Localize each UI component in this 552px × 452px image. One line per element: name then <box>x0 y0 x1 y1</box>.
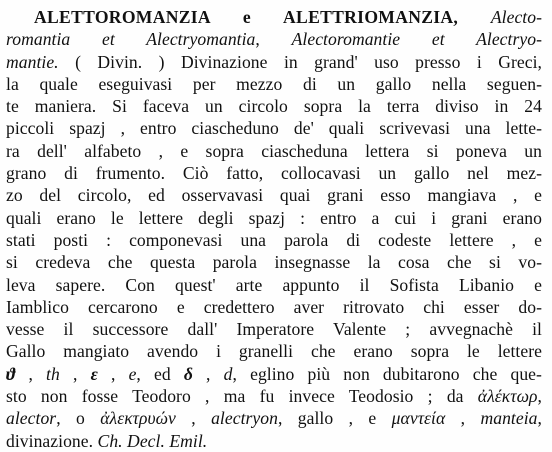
term-span: e <box>128 363 137 384</box>
text-line <box>6 51 542 73</box>
term-span: romantia et Alectryomantia <box>6 29 256 50</box>
text-line <box>6 95 542 117</box>
text-span: ( Divin. ) Divinazione in grand' uso presso i Greci, <box>58 51 542 72</box>
term-span: alectryon <box>211 408 278 429</box>
text-line <box>6 6 542 28</box>
text-span: , ed <box>136 363 184 384</box>
text-line <box>6 207 542 229</box>
text-span: stati posti : componevasi una parola di codeste lettere , e <box>6 229 542 250</box>
text-line <box>6 184 542 206</box>
text-line <box>6 407 542 429</box>
text-span: , <box>59 363 91 384</box>
text-span: divinazione. <box>6 430 98 451</box>
text-line <box>6 117 542 139</box>
entry-headword: ALETTOROMANZIA e ALETTRIOMANZIA, <box>34 7 459 27</box>
term-span: Alectoromantie et Alectryo- <box>291 29 542 50</box>
text-line <box>6 229 542 251</box>
term-span: δ <box>183 363 193 384</box>
text-span: te maniera. Si faceva un circolo sopra la terra diviso in 24 <box>6 96 542 117</box>
text-span: vesse il successore dall' Imperatore Valente ; avvegnachè il <box>6 319 542 340</box>
text-span: la quale eseguivasi per mezzo di un gallo nella seguen- <box>6 73 542 94</box>
text-span: , eglino più non dubitarono che que- <box>232 363 542 384</box>
term-span: ε <box>90 363 98 384</box>
term-span: ϑ <box>6 363 16 384</box>
text-span: leva sapere. Con quest' arte appunto il Sofista Libanio e <box>6 274 542 295</box>
text-span: quali erano le lettere degli spazj : entro a cui i grani erano <box>6 207 542 228</box>
term-span: μαντεία <box>391 408 446 429</box>
text-span: , gallo , e <box>277 408 392 429</box>
term-span: ἀλεκτρυών <box>100 408 176 429</box>
text-span: grano di frumento. Ciò fatto, collocavasi un gallo nel mez- <box>6 163 542 184</box>
term-span: mantie. <box>6 51 59 72</box>
text-span: sto non fosse Teodoro , ma fu invece Teodosio ; da <box>6 386 478 407</box>
term-span: alector <box>6 408 57 429</box>
term-span: Alecto- <box>490 7 542 27</box>
text-span: si credeva che questa parola insegnasse la cosa che si vo- <box>6 252 542 273</box>
term-span: manteia <box>480 408 538 429</box>
term-span: d <box>223 363 233 384</box>
term-span: Ch. Decl. Emil. <box>97 430 208 451</box>
text-span <box>458 7 491 27</box>
text-span: , <box>445 408 481 429</box>
text-line <box>6 73 542 95</box>
text-line <box>6 296 542 318</box>
text-span: , <box>537 386 542 407</box>
text-span: , o <box>56 408 101 429</box>
text-span: ra dell' alfabeto , e sopra ciascheduna lettera si poneva un <box>6 140 542 161</box>
text-line <box>6 340 542 362</box>
text-span: piccoli spazj , entro ciascheduno de' quali scrivevasi una lette- <box>6 118 542 139</box>
term-span: th <box>46 363 60 384</box>
text-span: , <box>15 363 47 384</box>
text-line <box>6 274 542 296</box>
text-span: Iamblico cercarono e credettero aver ritrovato chi esser do- <box>6 296 542 317</box>
text-line <box>6 162 542 184</box>
text-line <box>6 363 542 385</box>
text-span: zo del circolo, ed osservavasi quai grani esso mangiava , e <box>6 185 542 206</box>
text-line <box>6 430 542 452</box>
text-span: Gallo mangiato avendo i granelli che erano sopra le lettere <box>6 341 542 362</box>
term-span: ἀλέκτωρ <box>477 386 538 407</box>
text-line <box>6 385 542 407</box>
text-span: , <box>97 363 129 384</box>
text-line <box>6 318 542 340</box>
text-span: , <box>175 408 212 429</box>
text-span: , <box>255 29 292 50</box>
text-line <box>6 140 542 162</box>
text-span: , <box>192 363 224 384</box>
text-line <box>6 28 542 50</box>
text-line <box>6 251 542 273</box>
text-span: , <box>537 408 542 429</box>
